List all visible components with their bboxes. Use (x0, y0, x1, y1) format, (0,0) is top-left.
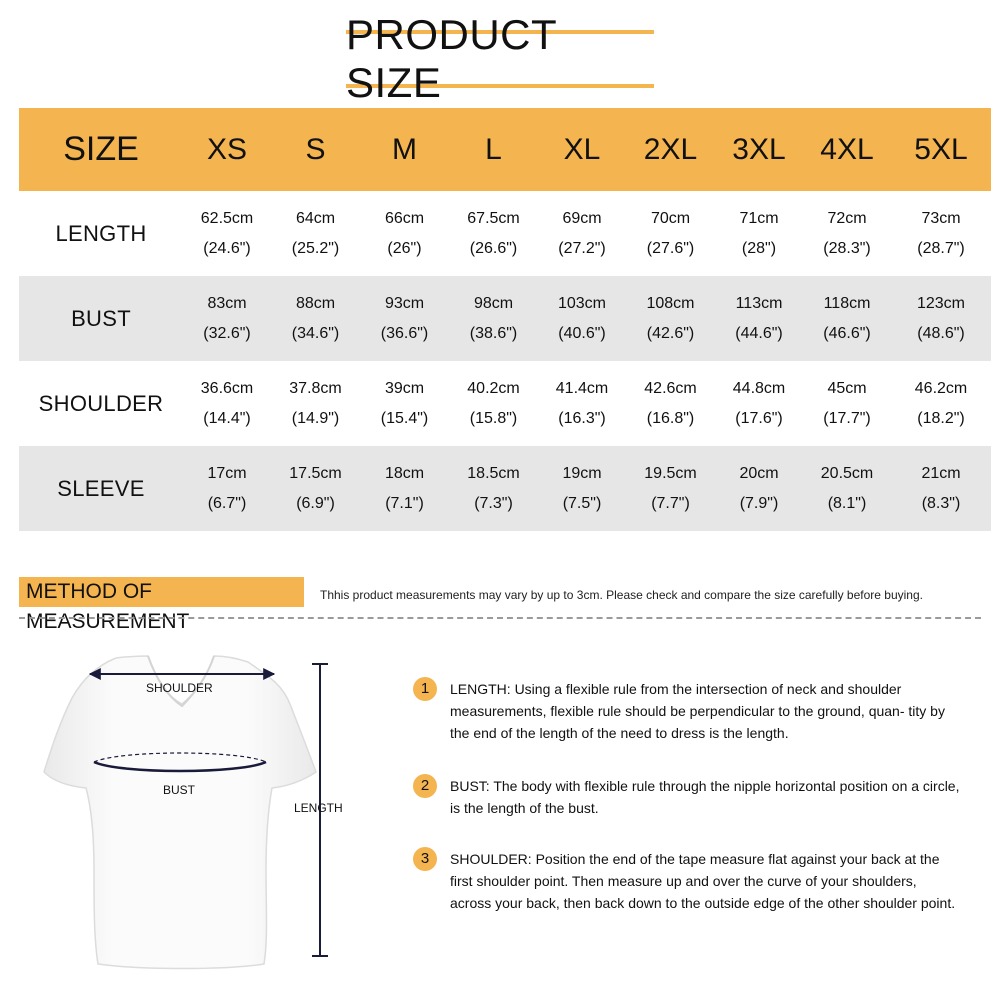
row-label: BUST (19, 276, 183, 361)
measurement-cell (360, 446, 449, 531)
measurement-disclaimer: Thhis product measurements may vary by up to 3cm. Please check and compare the size carefully before buying. (320, 588, 923, 602)
measurement-cell (449, 361, 538, 446)
measurement-inch: (28.3") (823, 239, 871, 257)
measurement-inch: (7.5") (562, 494, 602, 512)
bust-diagram-label: BUST (163, 783, 196, 797)
measurement-inch: (17.6") (735, 409, 783, 427)
size-header-row (19, 108, 991, 191)
measurement-cell (538, 191, 626, 276)
measurement-cell (715, 361, 803, 446)
measurement-cm: 83cm (207, 294, 247, 312)
measurement-cm: 113cm (735, 294, 783, 312)
measurement-cm: 69cm (562, 209, 602, 227)
measurement-cm: 88cm (295, 294, 336, 312)
measurement-cm: 36.6cm (200, 379, 254, 397)
size-column-s: S (271, 108, 360, 191)
table-row-bust (19, 276, 991, 361)
row-label: LENGTH (55, 220, 147, 246)
table-row-sleeve (19, 446, 991, 531)
measurement-cm: 45cm (827, 379, 867, 397)
table-row-length (19, 191, 991, 276)
measurement-cell (891, 446, 991, 531)
measurement-inch: (38.6") (469, 324, 518, 342)
measurement-inch: (27.6") (646, 239, 695, 257)
size-header-label: SIZE (19, 108, 183, 191)
size-column-2xl: 2XL (626, 108, 715, 191)
measurement-cm: 98cm (473, 294, 514, 312)
measurement-inch: (28.7") (917, 239, 965, 257)
measurement-inch: (7.3") (474, 494, 513, 512)
measurement-cell (449, 191, 538, 276)
measurement-cell (360, 191, 449, 276)
measurement-cm: 93cm (384, 294, 425, 312)
measurement-cm: 18.5cm (467, 464, 520, 482)
row-label: SHOULDER (38, 390, 164, 416)
measurement-cm: 41.4cm (555, 379, 609, 397)
measurement-cell (183, 276, 271, 361)
measurement-cm: 103cm (557, 294, 607, 312)
shoulder-diagram-label: SHOULDER (146, 681, 213, 695)
measurement-cell (360, 361, 449, 446)
table-row-shoulder (19, 361, 991, 446)
tshirt-measurement-diagram (20, 650, 340, 970)
measurement-cell (803, 276, 891, 361)
measurement-cm: 19cm (562, 464, 602, 482)
measurement-cell (271, 446, 360, 531)
measurement-cm: 46.2cm (914, 379, 968, 397)
section-divider (19, 617, 981, 619)
measurement-inch: (8.3") (921, 494, 961, 512)
measurement-cell (891, 361, 991, 446)
instruction-text: LENGTH: Using a flexible rule from the intersection of neck and shoulder measurements, flexible rule should be perpendicular to the ground, quan- tity by the end of the length of the need to dress is the length. (450, 681, 945, 741)
step-number-badge: 2 (413, 774, 437, 798)
size-column-m: M (360, 108, 449, 191)
measurement-cm: 44.8cm (732, 379, 786, 397)
size-column-xs: XS (183, 108, 271, 191)
measurement-inch: (25.2") (291, 239, 340, 257)
measurement-inch: (36.6") (380, 324, 429, 342)
measurement-cm: 70cm (650, 209, 691, 227)
measurement-inch: (40.6") (558, 324, 606, 342)
measurement-inch: (6.9") (296, 494, 335, 512)
measurement-inch: (26") (387, 239, 422, 257)
measurement-inch: (44.6") (735, 324, 783, 342)
measurement-inch: (32.6") (203, 324, 251, 342)
measurement-inch: (42.6") (646, 324, 695, 342)
size-column-l: L (449, 108, 538, 191)
measurement-cell (538, 361, 626, 446)
measurement-cell (538, 276, 626, 361)
measurement-cell (626, 361, 715, 446)
measurement-cell (183, 191, 271, 276)
measurement-cm: 21cm (921, 464, 961, 482)
measurement-cell (183, 361, 271, 446)
measurement-cm: 17cm (207, 464, 247, 482)
measurement-cm: 42.6cm (644, 379, 697, 397)
measurement-cm: 37.8cm (289, 379, 342, 397)
measurement-cm: 39cm (384, 379, 425, 397)
measurement-cell (271, 191, 360, 276)
measurement-inch: (7.1") (385, 494, 424, 512)
measurement-cm: 62.5cm (200, 209, 254, 227)
measurement-cm: 71cm (739, 209, 779, 227)
size-column-xl: XL (538, 108, 626, 191)
measurement-inch: (17.7") (823, 409, 871, 427)
measurement-cm: 17.5cm (289, 464, 342, 482)
measurement-inch: (48.6") (917, 324, 965, 342)
size-column-4xl: 4XL (803, 108, 891, 191)
length-diagram-label: LENGTH (294, 801, 343, 815)
measurement-inch: (27.2") (558, 239, 606, 257)
measurement-cell (271, 276, 360, 361)
size-column-5xl: 5XL (891, 108, 991, 191)
measurement-cm: 19.5cm (644, 464, 697, 482)
measurement-cell (803, 361, 891, 446)
measurement-cell (538, 446, 626, 531)
measurement-cell (626, 276, 715, 361)
tshirt-icon (44, 656, 316, 969)
measurement-inch: (15.8") (469, 409, 518, 427)
measurement-cell (626, 446, 715, 531)
measurement-inch: (26.6") (469, 239, 518, 257)
instruction-item (413, 848, 973, 914)
measurement-inch: (16.3") (558, 409, 606, 427)
page-title: PRODUCT SIZE (346, 30, 654, 88)
measurement-cell (803, 446, 891, 531)
measurement-inch: (28") (741, 239, 777, 257)
method-of-measurement-label: METHOD OF MEASUREMENT (19, 577, 304, 607)
measurement-cm: 72cm (827, 209, 867, 227)
measurement-cell (626, 191, 715, 276)
instruction-item (413, 775, 973, 819)
instruction-item (413, 678, 973, 744)
measurement-cell (715, 191, 803, 276)
measurement-cm: 20.5cm (820, 464, 874, 482)
measurement-cm: 18cm (384, 464, 425, 482)
measurement-cell (715, 446, 803, 531)
measurement-cm: 118cm (823, 294, 871, 312)
measurement-cm: 73cm (921, 209, 961, 227)
measurement-cell (449, 446, 538, 531)
step-number-badge: 1 (413, 677, 437, 701)
measurement-cell (715, 276, 803, 361)
measurement-cell (360, 276, 449, 361)
measurement-cell (891, 191, 991, 276)
step-number-badge: 3 (413, 847, 437, 871)
measurement-cm: 64cm (295, 209, 336, 227)
measurement-inch: (16.8") (646, 409, 695, 427)
measurement-inch: (14.4") (203, 409, 251, 427)
measurement-cell (891, 276, 991, 361)
measurement-cell (271, 361, 360, 446)
size-table-body (19, 191, 991, 531)
measurement-cm: 40.2cm (467, 379, 520, 397)
measurement-cell (803, 191, 891, 276)
measurement-inch: (24.6") (203, 239, 251, 257)
measurement-cm: 108cm (646, 294, 695, 312)
measurement-inch: (14.9") (291, 409, 340, 427)
measurement-inch: (7.7") (651, 494, 690, 512)
measurement-cm: 66cm (384, 209, 425, 227)
measurement-cm: 123cm (916, 294, 966, 312)
row-label: SLEEVE (19, 446, 183, 531)
measurement-inch: (6.7") (207, 494, 247, 512)
measurement-inch: (46.6") (823, 324, 871, 342)
measurement-inch: (15.4") (380, 409, 429, 427)
instruction-text: SHOULDER: Position the end of the tape measure flat against your back at the first shoulder point. Then measure up and over the curve of your shoulders, across your back, then back down to the outside edge of the other shoulder point. (450, 851, 956, 911)
size-chart-table (19, 108, 991, 531)
measurement-inch: (18.2") (917, 409, 965, 427)
measurement-cell (183, 446, 271, 531)
size-column-3xl: 3XL (715, 108, 803, 191)
measurement-cm: 67.5cm (467, 209, 520, 227)
measurement-cell (449, 276, 538, 361)
measurement-inch: (34.6") (291, 324, 340, 342)
instruction-text: BUST: The body with flexible rule through the nipple horizontal position on a circle, is the length of the bust. (450, 778, 960, 816)
measurement-cm: 20cm (739, 464, 779, 482)
measurement-inch: (7.9") (739, 494, 779, 512)
measurement-inch: (8.1") (827, 494, 867, 512)
